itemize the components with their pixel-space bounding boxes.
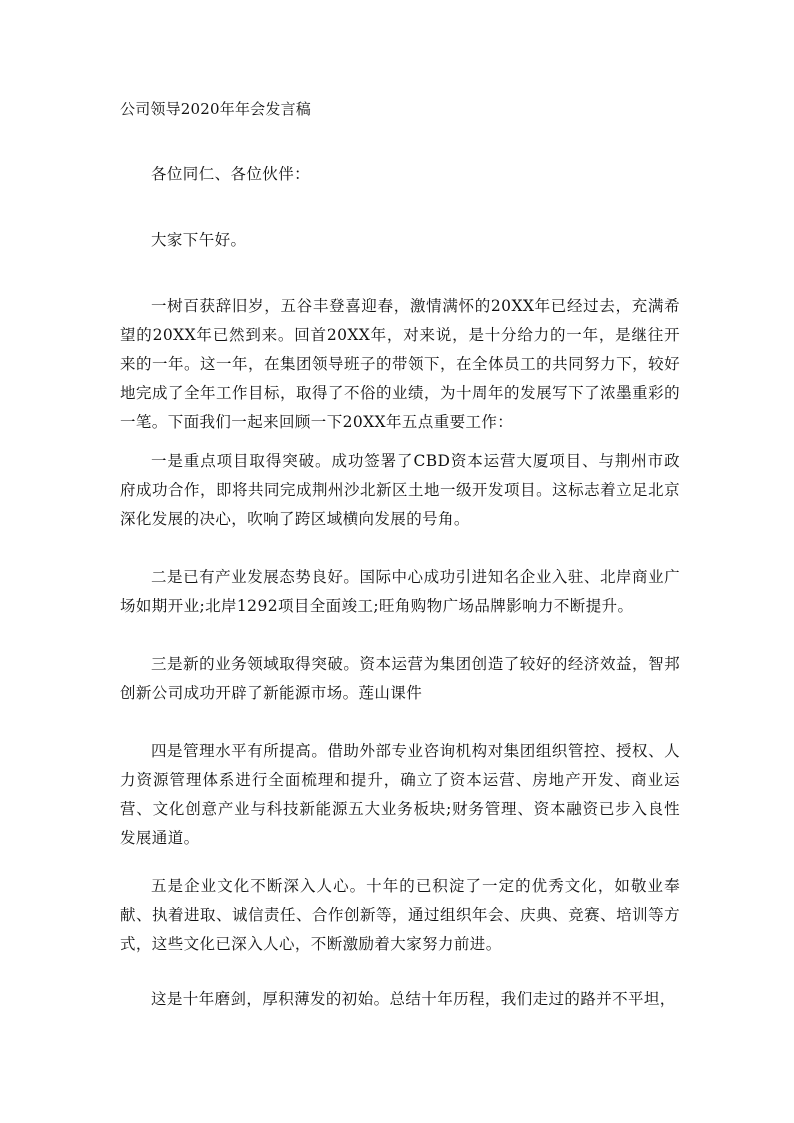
- greeting-paragraph: 各位同仁、各位伙伴：: [151, 165, 311, 183]
- point-one-paragraph: 一是重点项目取得突破。成功签署了CBD资本运营大厦项目、与荆州市政府成功合作，即将共同完成荆州沙北新区土地一级开发项目。这标志着立足北京深化发展的决心，吹响了跨区域横向发展的号角。: [120, 452, 680, 528]
- closing-paragraph: 这是十年磨剑，厚积薄发的初始。总结十年历程，我们走过的路并不平坦，: [151, 990, 676, 1008]
- point-two-paragraph: 二是已有产业发展态势良好。国际中心成功引进知名企业入驻、北岸商业广场如期开业;北岸1292项目全面竣工;旺角购物广场品牌影响力不断提升。: [120, 568, 680, 615]
- intro-paragraph: 一树百获辞旧岁，五谷丰登喜迎春，激情满怀的20XX年已经过去，充满希望的20XX年已然到来。回首20XX年，对来说，是十分给力的一年，是继往开来的一年。这一年，在集团领导班子的带领下，在全体员工的共同努力下，较好地完成了全年工作目标，取得了不俗的业绩，为十周年的发展写下了浓墨重彩的一笔。下面我们一起来回顾一下20XX年五点重要工作：: [120, 297, 680, 431]
- document-title: 公司领导2020年年会发言稿: [120, 100, 311, 118]
- point-five-paragraph: 五是企业文化不断深入人心。十年的已积淀了一定的优秀文化，如敬业奉献、执着进取、诚信责任、合作创新等，通过组织年会、庆典、竞赛、培训等方式，这些文化已深入人心，不断激励着大家努力前进。: [120, 877, 680, 953]
- point-three-paragraph: 三是新的业务领域取得突破。资本运营为集团创造了较好的经济效益，智邦创新公司成功开辟了新能源市场。莲山课件: [120, 655, 680, 702]
- point-four-paragraph: 四是管理水平有所提高。借助外部专业咨询机构对集团组织管控、授权、人力资源管理体系进行全面梳理和提升，确立了资本运营、房地产开发、商业运营、文化创意产业与科技新能源五大业务板块;财务管理、资本融资已步入良性发展通道。: [120, 742, 680, 847]
- hello-paragraph: 大家下午好。: [151, 231, 247, 249]
